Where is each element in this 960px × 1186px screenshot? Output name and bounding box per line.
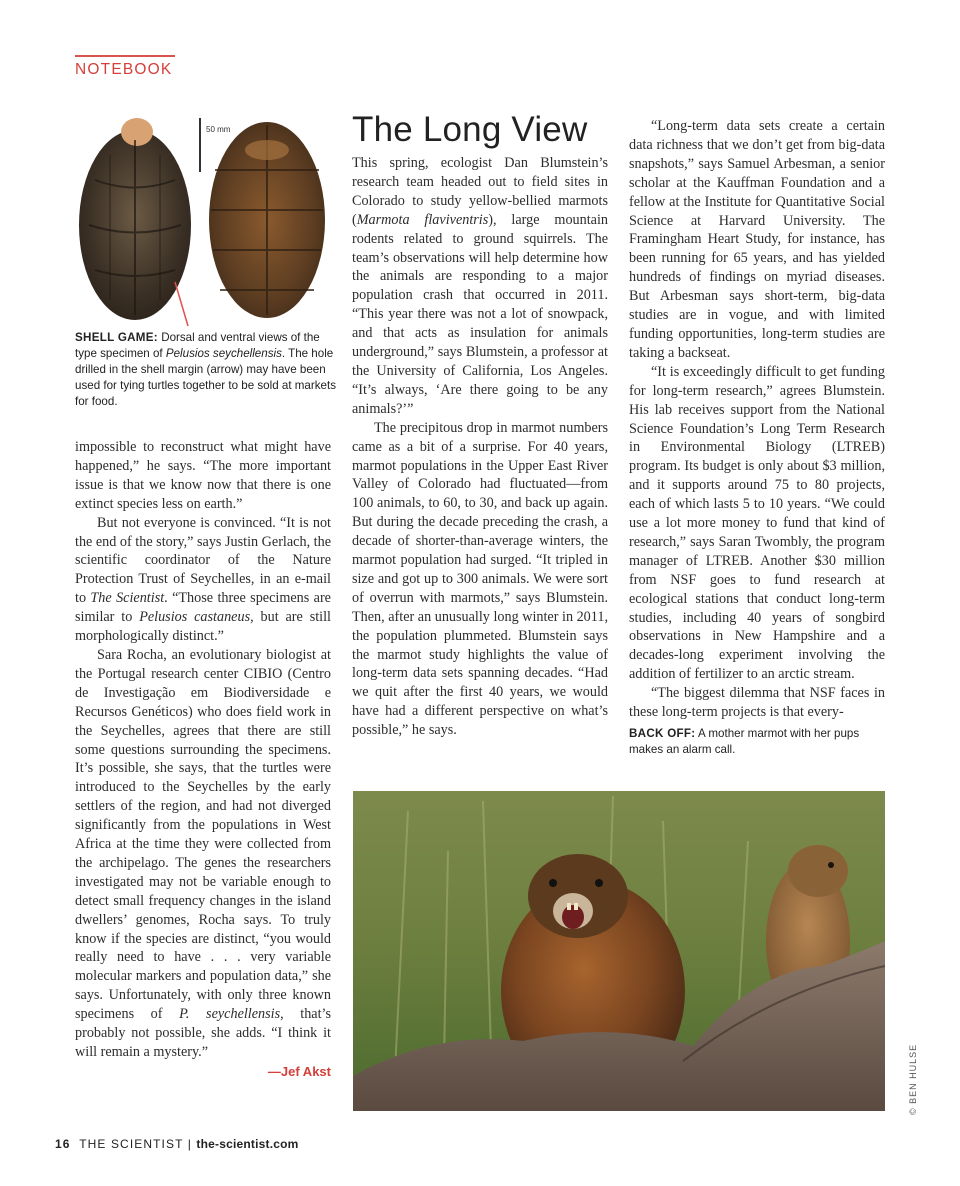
page-number: 16 [55, 1137, 71, 1151]
dorsal-shell [79, 118, 191, 320]
column-middle [352, 154, 608, 740]
caption-species: Pelusios seychellensis [165, 347, 282, 360]
section-rule [75, 55, 175, 57]
separator: | [187, 1137, 192, 1151]
caption-text: A mother marmot with her pups makes an alarm call. [629, 727, 860, 756]
section-label: NOTEBOOK [75, 61, 173, 78]
paragraph: The precipitous drop in marmot numbers came as a bit of a surprise. For 40 years, marmot populations in the Upper East River Valley of Colorado had fluctuated—from 100 animals, to 60, to 30, and back up again. But during the decade preceding the crash, a decade of shorter-than-average winters, the marmot population had surged. “It tripled in size and got up to 300 animals. We were sort of overrun with marmots,” says Blumstein. Then, after an unusually long winter in 2011, the population plummeted. Blumstein says the marmot study highlights the value of long-term data sets spanning decades. “Had we quit after the first 40 years, we would have had a different perspective on what’s possible,” he says. [352, 419, 608, 739]
website-link[interactable]: the-scientist.com [196, 1137, 299, 1151]
paragraph: This spring, ecologist Dan Blumstein’s research team headed out to field sites in Colorado to study yellow-bellied marmots (Marmota flaviventris), large mountain rodents related to ground squirrels. The team’s observations will help determine how the animals are responding to a major population crash that occurred in 2011. “This year there was not a lot of snowpack, and that acts as insulation for animals underground,” says Blumstein, a professor at the University of California, Los Angeles. “It’s always, ‘Are there going to be any animals?’” [352, 155, 608, 417]
marmot-photo-caption [629, 726, 887, 758]
paragraph: “The biggest dilemma that NSF faces in these long-term projects is that every- [629, 685, 885, 721]
caption-text-end: . The hole drilled in the shell margin (arrow) may have been used for tying turtles together to be sold at markets for food. [75, 347, 336, 408]
column-left [75, 438, 331, 1082]
scale-bar [199, 118, 201, 172]
photo-credit: © BEN HULSE [908, 1043, 918, 1115]
marmot-photo [353, 791, 885, 1111]
species-name: Pelusios castaneus [139, 609, 251, 626]
shell-figure-caption [75, 330, 340, 410]
author-byline: —Jef Akst [267, 1063, 331, 1079]
page-footer [55, 1137, 299, 1151]
paragraph: “Long-term data sets create a certain data richness that we don’t get from big-data snapshots,” says Samuel Arbesman, a senior scholar at the Kauffman Foundation and a fellow at the Institute for Quantitative Social Science at Harvard University. The Framingham Heart Study, for instance, has been running for 65 years, and has yielded hundreds of findings on myriad diseases. But Arbesman says short-term, big-data studies are in vogue, and with limited funding opportunities, long-term studies are taking a backseat. [629, 118, 885, 361]
species-name: P. seychellensis [179, 1006, 281, 1023]
article-headline: The Long View [352, 110, 588, 149]
arrow [175, 282, 188, 326]
magazine-name: THE SCIENTIST [79, 1137, 184, 1151]
caption-text: Dorsal and ventral views of the type specimen of [75, 331, 320, 360]
caption-head: BACK OFF: [629, 727, 696, 740]
magazine-name: The Scientist [90, 590, 165, 607]
caption-head: SHELL GAME: [75, 331, 158, 344]
paragraph: “It is exceedingly difficult to get funding for long-term research,” agrees Blumstein. His lab receives support from the National Science Foundation’s Long Term Research in Environmental Biology (LTREB) program. Its budget is only about $3 million, and it supports around 75 to 80 projects, each of which lasts 5 to 10 years. “We could use a lot more money to fund that kind of research,” says Saran Twombly, the program manager of LTREB. Another $30 million from NSF goes to fund research at ecological stations that conduct long-term studies, including 40 years of songbird observations in New Hampshire and a decades-long experiment involving the addition of fertilizer to an arctic stream. [629, 363, 885, 683]
species-name: Marmota flaviventris [356, 211, 489, 228]
ventral-shell [209, 122, 325, 318]
paragraph: Sara Rocha, an evolutionary biologist at the Portugal research center CIBIO (Centro de Investigação em Biodiversidade e Recursos Genéticos) who does field work in the Seychelles, agrees that there are still some questions surrounding the specimens. It’s possible, she says, that the turtles were introduced to the Seychelles by the early settlers of the region, and had not diverged significantly from the populations in West Africa at the time they were collected from the archipelago. The genes the researchers investigated may not be variable enough to detect small frequency changes in the island dwellers’ genomes, Rocha says. To truly know if the species are distinct, “you would really need to have . . . very variable molecular markers and population data,” she says. Unfortunately, with only three known specimens of P. seychellensis, that’s probably not possible, she adds. “I think it will remain a mystery.” [75, 646, 331, 1060]
scale-label: 50 mm [206, 125, 231, 134]
paragraph: But not everyone is convinced. “It is not the end of the story,” says Justin Gerlach, the scientific coordinator of the Nature Protection Trust of Seychelles, in an e-mail to The Scientist. “Those three specimens are similar to Pelusios castaneus, but are still morphologically distinct.” [75, 514, 331, 645]
paragraph: impossible to reconstruct what might have happened,” he says. “The more important issue is that we know now that there is one extinct species less on earth.” [75, 439, 331, 512]
shell-specimen-image [75, 110, 337, 328]
column-right [629, 117, 885, 722]
